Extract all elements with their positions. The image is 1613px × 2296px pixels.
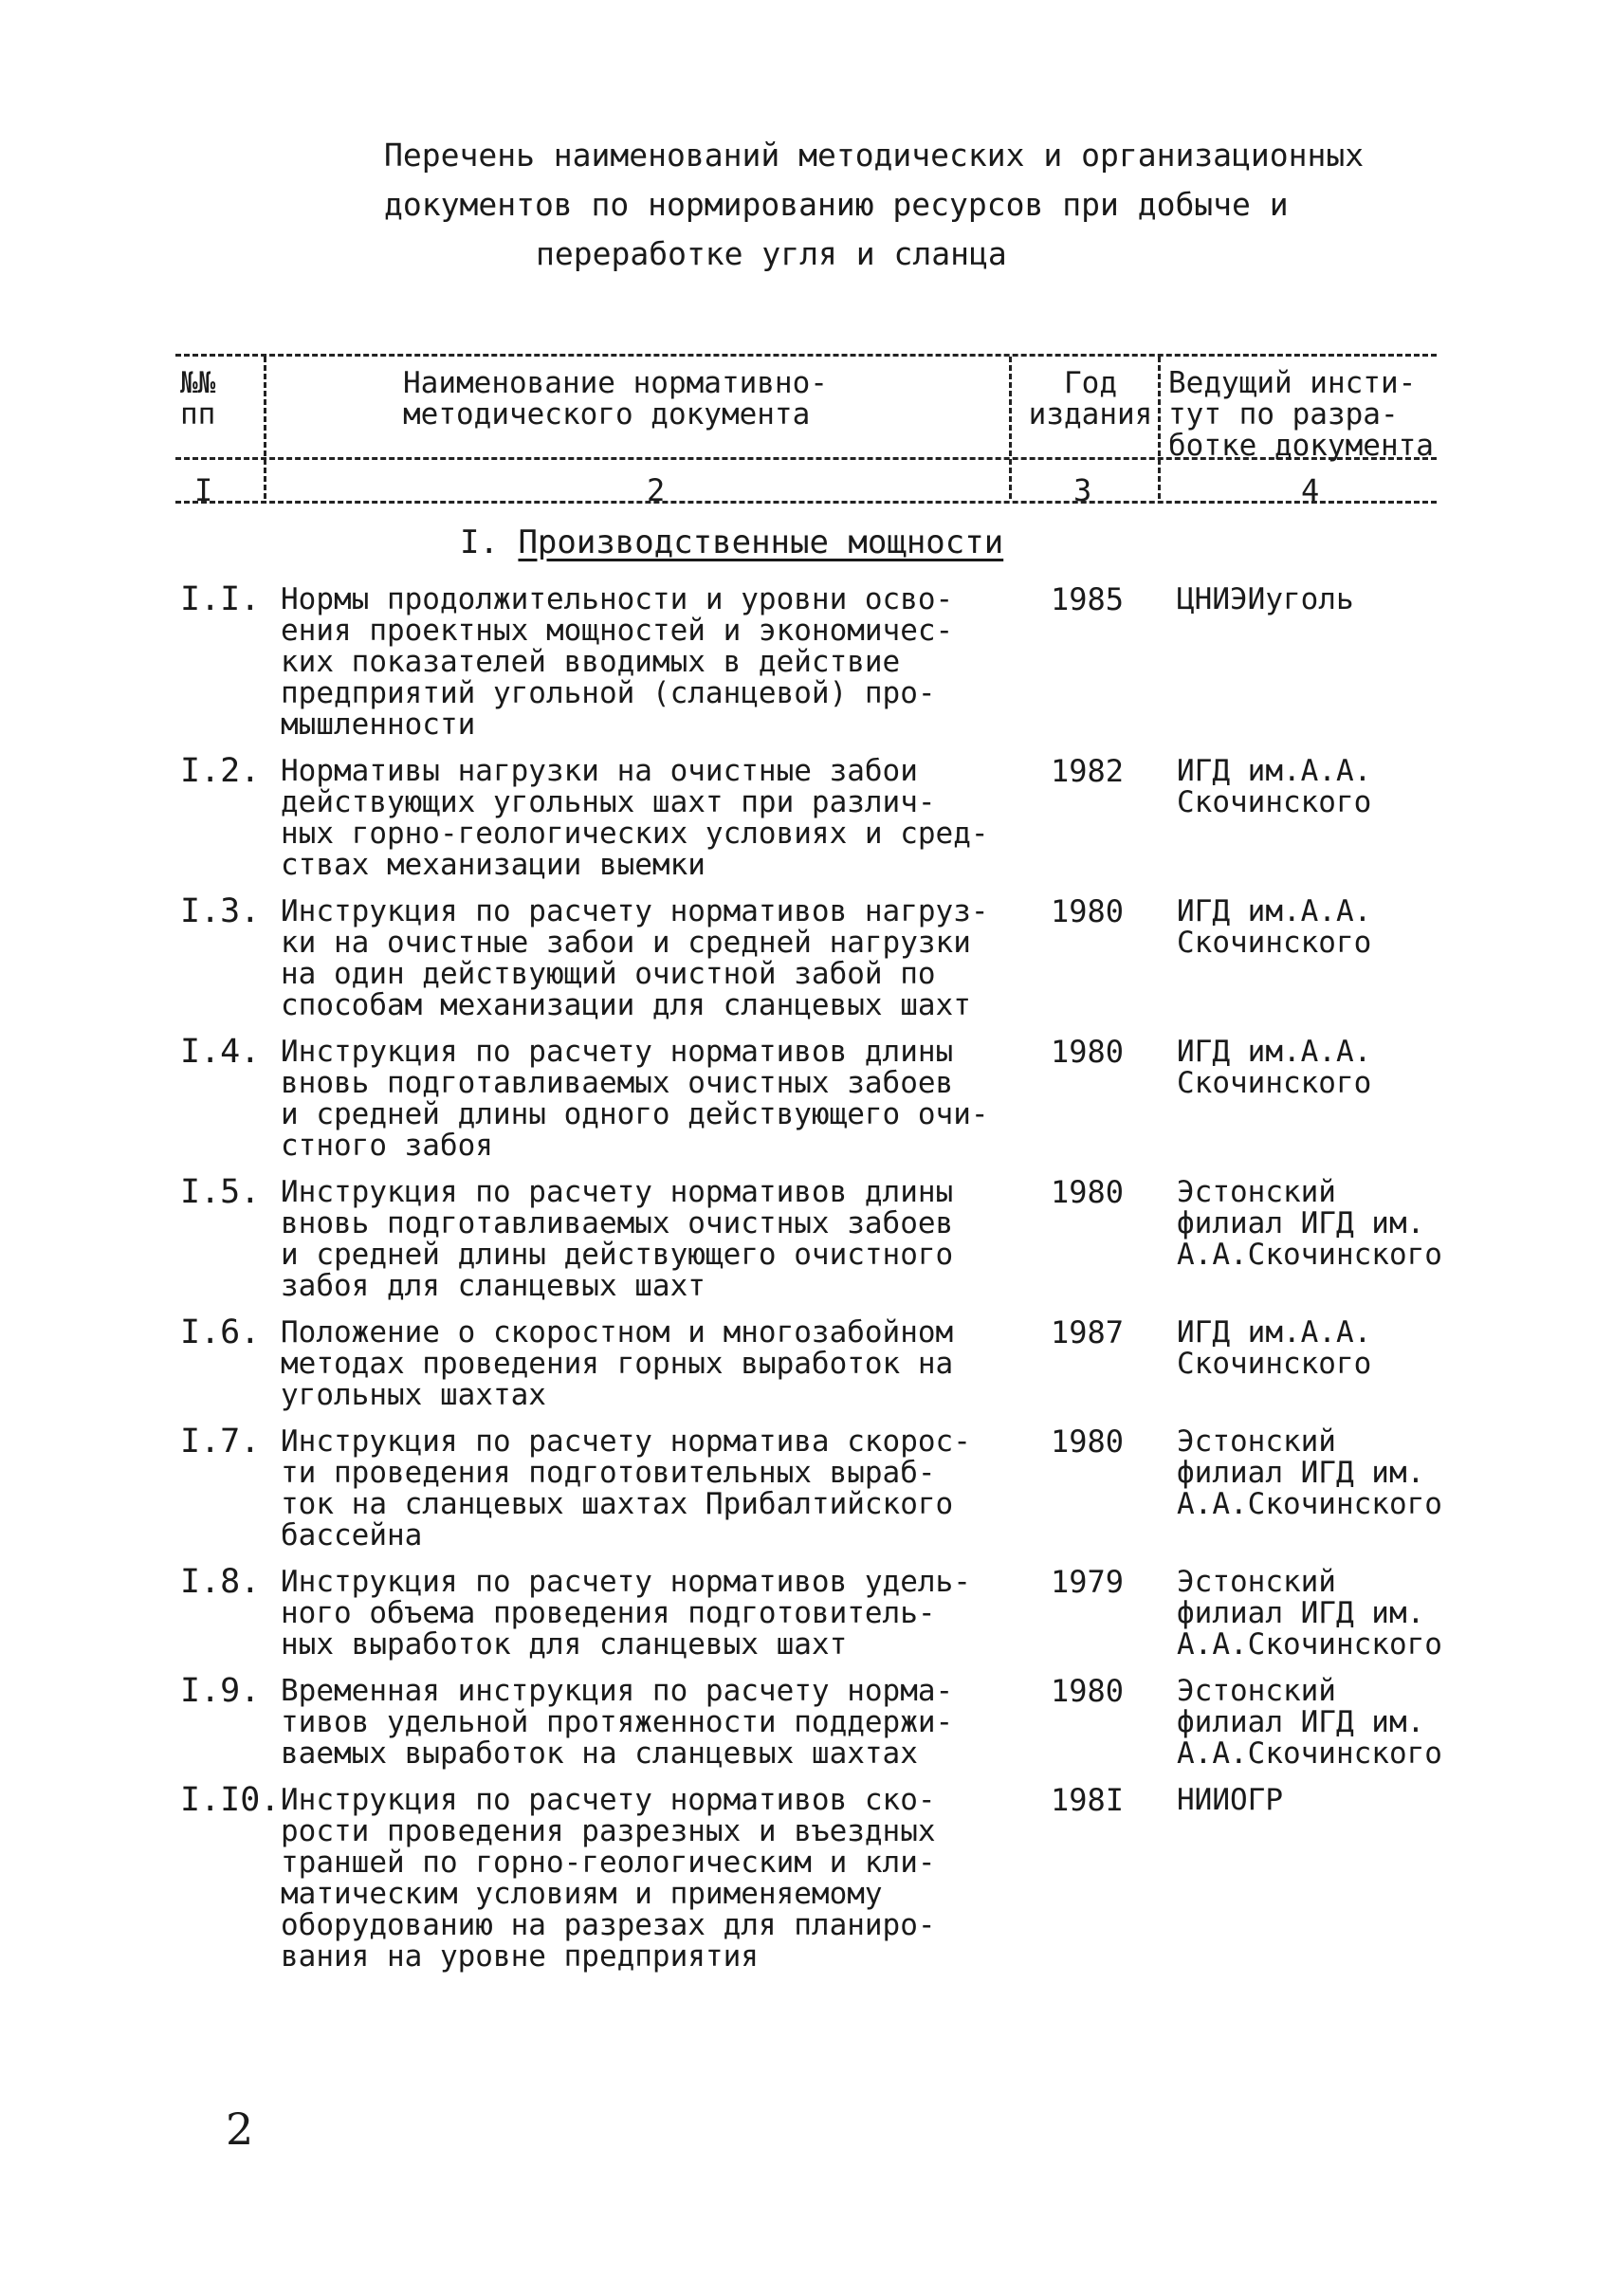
column-separator-3 — [1158, 357, 1161, 499]
title-line-1: Перечень наименований методических и организационных — [384, 137, 1365, 174]
item-institute: Эстонский филиал ИГД им. А.А.Скочинского — [1177, 1424, 1442, 1521]
title-line-2: документов по нормированию ресурсов при добыче и — [384, 186, 1289, 223]
item-name: Нормы продолжительности и уровни осво- ения проектных мощностей и экономичес- ких показателей вводимых в действие предприятий угольной (сланцевой) про- мышленности — [281, 582, 954, 742]
item-institute: ЦНИЭИуголь — [1177, 582, 1354, 616]
list-item — [180, 1781, 1470, 1974]
item-name: Инструкция по расчету нормативов удель- ного объема проведения подготовитель- ных выработок для сланцевых шахт — [281, 1565, 971, 1662]
item-institute: ИГД им.А.А. Скочинского — [1177, 1315, 1372, 1381]
column-number-3: 3 — [1073, 472, 1092, 508]
colnum-bottom-rule — [175, 501, 1437, 504]
list-item — [180, 892, 1470, 1022]
column-number-2: 2 — [647, 472, 666, 508]
item-year: 1985 — [1051, 581, 1125, 617]
header-number: №№ пп — [180, 366, 216, 432]
item-name: Инструкция по расчету нормативов нагруз- ки на очистные забои и средней нагрузки на один действующий очистной забой по способам механизации для сланцевых шахт — [281, 894, 989, 1022]
item-number: I.I0. — [180, 1781, 281, 1819]
list-item — [180, 1423, 1470, 1552]
document-title — [341, 131, 1403, 279]
item-name: Инструкция по расчету нормативов длины вновь подготавливаемых очистных забоев и средней длины одного действующего очи- стного забоя — [281, 1035, 989, 1163]
item-institute: Эстонский филиал ИГД им. А.А.Скочинского — [1177, 1674, 1442, 1771]
item-year: 198I — [1051, 1782, 1125, 1818]
item-year: 1980 — [1051, 1673, 1125, 1709]
item-year: 1980 — [1051, 1424, 1125, 1460]
item-name: Положение о скоростном и многозабойном методах проведения горных выработок на угольных шахтах — [281, 1315, 954, 1412]
item-number: I.I. — [180, 580, 261, 618]
section-heading — [460, 523, 1003, 561]
item-year: 1979 — [1051, 1564, 1125, 1600]
item-number: I.4. — [180, 1033, 261, 1071]
item-year: 1980 — [1051, 893, 1125, 929]
section-number: I. — [460, 523, 499, 561]
page-number: 2 — [226, 2103, 254, 2155]
item-institute: ИГД им.А.А. Скочинского — [1177, 894, 1372, 960]
item-number: I.7. — [180, 1423, 261, 1460]
header-top-rule — [175, 354, 1437, 357]
list-item — [180, 1563, 1470, 1662]
column-number-4: 4 — [1301, 472, 1320, 508]
item-institute: Эстонский филиал ИГД им. А.А.Скочинского — [1177, 1175, 1442, 1272]
section-title: Производственные мощности — [518, 523, 1004, 561]
item-institute: ИГД им.А.А. Скочинского — [1177, 754, 1372, 819]
title-line-3: переработке угля и сланца — [536, 235, 1007, 272]
item-institute: НИИОГР — [1177, 1783, 1283, 1817]
item-number: I.6. — [180, 1313, 261, 1351]
item-year: 1987 — [1051, 1314, 1125, 1350]
item-number: I.3. — [180, 892, 261, 930]
item-year: 1980 — [1051, 1174, 1125, 1210]
column-separator-2 — [1009, 357, 1012, 499]
list-item — [180, 1313, 1470, 1412]
item-number: I.2. — [180, 752, 261, 790]
item-name: Инструкция по расчету нормативов ско- рости проведения разрезных и въездных траншей по горно-геологическим и кли- матическим условиям и применяемому оборудованию на разрезах для планиро- вания на уровне предприятия — [281, 1783, 936, 1974]
list-item — [180, 1672, 1470, 1771]
document-list — [180, 580, 1470, 1988]
item-number: I.5. — [180, 1173, 261, 1211]
list-item — [180, 1173, 1470, 1303]
item-name: Временная инструкция по расчету норма- тивов удельной протяженности поддержи- ваемых выработок на сланцевых шахтах — [281, 1674, 954, 1771]
item-number: I.9. — [180, 1672, 261, 1710]
header-institute: Ведущий инсти- тут по разра- ботке документа — [1168, 366, 1434, 463]
column-separator-1 — [264, 357, 266, 499]
header-document-name: Наименование нормативно- методического документа — [403, 366, 828, 432]
item-institute: ИГД им.А.А. Скочинского — [1177, 1035, 1372, 1100]
item-year: 1980 — [1051, 1034, 1125, 1070]
item-name: Нормативы нагрузки на очистные забои действующих угольных шахт при различ- ных горно-геологических условиях и сред- ствах механизации выемки — [281, 754, 989, 882]
column-number-1: I — [194, 472, 213, 508]
item-institute: Эстонский филиал ИГД им. А.А.Скочинского — [1177, 1565, 1442, 1662]
list-item — [180, 1033, 1470, 1163]
item-name: Инструкция по расчету нормативов длины вновь подготавливаемых очистных забоев и средней длины действующего очистного забоя для сланцевых шахт — [281, 1175, 954, 1303]
item-year: 1982 — [1051, 753, 1125, 789]
header-year: Год издания — [1028, 366, 1153, 432]
list-item — [180, 752, 1470, 882]
list-item — [180, 580, 1470, 742]
item-name: Инструкция по расчету норматива скорос- ти проведения подготовительных выраб- ток на сланцевых шахтах Прибалтийского бассейна — [281, 1424, 971, 1552]
item-number: I.8. — [180, 1563, 261, 1601]
